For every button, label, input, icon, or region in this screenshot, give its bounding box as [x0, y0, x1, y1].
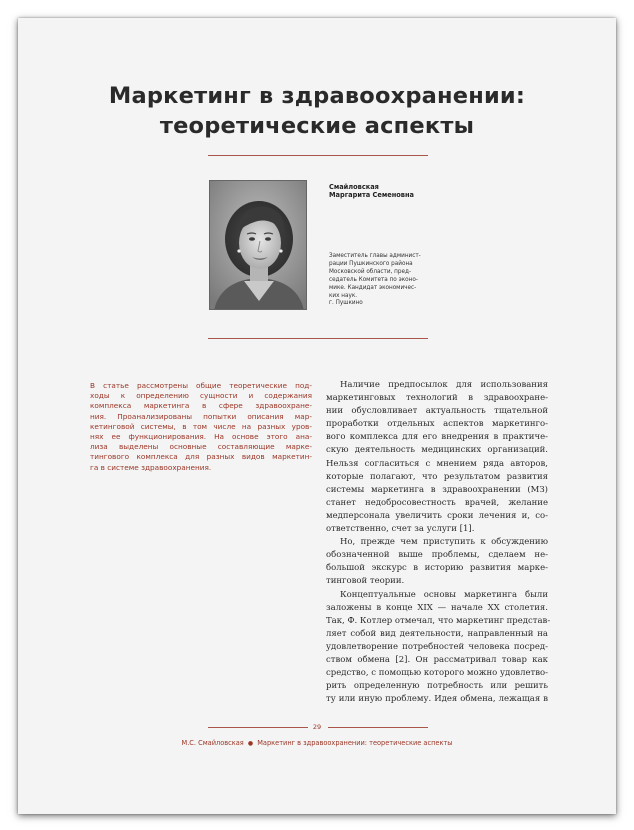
header-divider: [208, 338, 428, 339]
body-line: обозначенной выше проблемы, сделаем не-: [326, 550, 548, 561]
abstract-line: В статье рассмотрены общие теоретические под-: [90, 381, 312, 390]
author-name: [329, 183, 459, 200]
body-line: Так, Ф. Котлер отмечал, что маркетинг представ-: [326, 615, 551, 626]
body-line: тинговой теории.: [326, 576, 405, 587]
body-line: скую деятельность медицинских организаций.: [326, 445, 548, 456]
abstract-line: тингового комплекса для разных видов маркетин-: [90, 452, 312, 462]
abstract-line: ния. Проанализированы попытки описания мар-: [90, 411, 312, 421]
body-line: Наличие предпосылок для использования: [340, 380, 548, 390]
running-footer: [18, 739, 616, 747]
abstract-line: нях ее функционирования. На основе этого ана-: [90, 432, 312, 442]
body-line: ответственно, счет за услуги [1].: [326, 524, 475, 535]
author-affiliation: [329, 253, 439, 308]
affiliation-line: Заместитель главы админист-: [329, 253, 421, 259]
affiliation-line: Московской области, пред-: [329, 268, 411, 275]
abstract-line: комплекса маркетинга в сфере здравоохране-: [90, 401, 312, 411]
body-line: системы маркетинга в здравоохранении (МЗ): [326, 484, 548, 495]
body-line: проработки отдельных аспектов маркетинго-: [326, 419, 548, 430]
affiliation-line: ких наук.: [329, 292, 358, 299]
footer-title: Маркетинг в здравоохранении: теоретические аспекты: [257, 739, 453, 747]
footer-author: М.С. Смайловская: [181, 739, 244, 747]
page-number: 29: [312, 723, 322, 731]
body-line: большой экскурс в историю развития марке-: [326, 563, 548, 574]
body-line: ством обмена [2]. Он рассматривал товар как: [326, 654, 548, 665]
abstract-line: ходы к определению сущности и содержания: [90, 391, 312, 401]
body-line: нии обусловливает актуальность тщательной: [326, 406, 548, 417]
affiliation-city: г. Пушкино: [329, 300, 363, 307]
body-line: Концептуальные основы маркетинга были: [340, 589, 548, 600]
article-body: [326, 379, 551, 706]
body-line: Но, прежде чем приступить к обсуждению: [340, 537, 548, 548]
body-line: Нельзя согласиться с мнением ряда авторов,: [326, 458, 548, 469]
body-line: средство, с помощью которого можно удовлетво-: [326, 668, 549, 679]
author-surname: Смайловская: [329, 183, 379, 191]
body-line: которые полагают, что результатом развития: [326, 471, 548, 482]
bullet-icon: ●: [247, 740, 254, 747]
affiliation-line: рации Пушкинского района: [329, 260, 413, 267]
author-photo: [209, 180, 307, 310]
body-line: удовлетворение потребностей человека посред-: [326, 641, 548, 652]
body-line: заложены в конце XIX — начале XX столетия.: [326, 602, 548, 613]
author-given-names: Маргарита Семеновна: [329, 191, 414, 200]
abstract-line: лиза выделены основные составляющие марке-: [90, 442, 312, 452]
title-line: Маркетинг в здравоохранении:: [108, 83, 526, 110]
title-line: теоретические аспекты: [159, 113, 475, 140]
body-line: маркетинговых технологий в здравоохране-: [326, 393, 548, 404]
body-line: ту или иную проблему. Идея обмена, лежащая в: [326, 694, 548, 705]
body-line: медперсонала увеличить сроки лечения и, со-: [326, 510, 548, 521]
affiliation-line: седатель Комитета по эконо-: [329, 276, 418, 283]
footer-divider-right: [328, 727, 428, 728]
body-line: станет недобросовестность врачей, желание: [326, 497, 548, 508]
article-abstract: [90, 381, 312, 473]
body-line: ляет собой вид деятельности, направленный на: [326, 628, 548, 639]
journal-page: [18, 18, 616, 814]
abstract-line: кетинговой системы, в том числе на разных уров-: [90, 421, 312, 431]
body-line: вого комплекса для его внедрения в практиче-: [326, 432, 548, 443]
article-title: [18, 81, 616, 141]
title-divider: [208, 155, 428, 156]
body-line: рить определенную потребность или решить: [326, 681, 548, 692]
abstract-line: га в системе здравоохранения.: [90, 462, 212, 472]
affiliation-line: мике. Кандидат экономичес-: [329, 284, 417, 291]
